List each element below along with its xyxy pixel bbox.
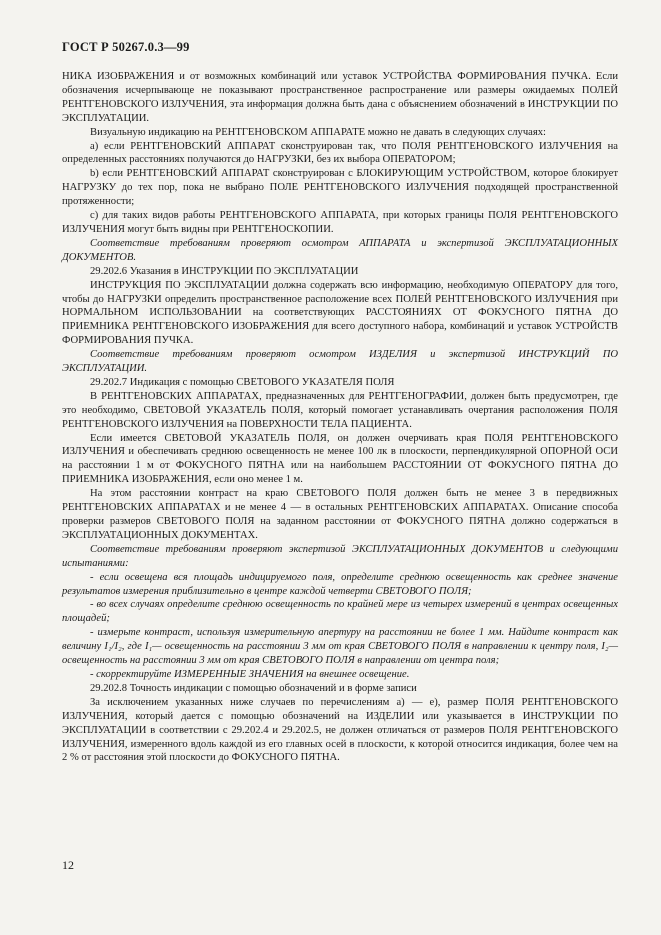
paragraph: За исключением указанных ниже случаев по перечислениям а) — е), размер ПОЛЯ РЕНТГЕНОВСКОГО ИЗЛУЧЕНИЯ, который дается с помощью обозначений на ИЗДЕЛИИ или указывается в ИНСТРУКЦИИ ПО ЭКСПЛУАТАЦИИ в соответствии с 29.202.4 и 29.202.5, не должен отличаться от размеров ПОЛЯ РЕНТГЕНОВСКОГО ИЗЛУЧЕНИЯ, измеренного вдоль каждой из его главных осей в плоскости, к которой относится индикация, более чем на 2 % от расстояния этой плоскости до ФОКУСНОГО ПЯТНА.: [62, 696, 618, 764]
section-heading: 29.202.6 Указания в ИНСТРУКЦИИ ПО ЭКСПЛУАТАЦИИ: [90, 265, 359, 277]
compliance-note: Соответствие требованиям проверяют экспертизой ЭКСПЛУАТАЦИОННЫХ ДОКУМЕНТОВ и следующими испытаниями:: [62, 543, 618, 569]
section-heading: 29.202.8 Точность индикации с помощью обозначений и в форме записи: [90, 682, 417, 694]
paragraph: На этом расстоянии контраст на краю СВЕТОВОГО ПОЛЯ должен быть не менее 3 в передвижных РЕНТГЕНОВСКИХ АППАРАТАХ и не менее 4 — в остальных РЕНТГЕНОВСКИХ АППАРАТАХ. Описание способа проверки размеров СВЕТОВОГО ПОЛЯ на заданном расстоянии от ФОКУСНОГО ПЯТНА должно содержаться в ЭКСПЛУАТАЦИОННЫХ ДОКУМЕНТАХ.: [62, 488, 618, 541]
paragraph: В РЕНТГЕНОВСКИХ АППАРАТАХ, предназначенных для РЕНТГЕНОГРАФИИ, должен быть предусмотрен, где это необходимо, СВЕТОВОЙ УКАЗАТЕЛЬ ПОЛЯ, который помогает устанавливать очертания расположения ПОЛЯ РЕНТГЕНОВСКОГО ИЗЛУЧЕНИЯ на ПОВЕРХНОСТИ ТЕЛА ПАЦИЕНТА.: [62, 390, 618, 430]
test-step: - измерьте контраст, используя измерительную апертуру на расстоянии не более 1 мм. Найдите контраст как величину I₁/I₂, где I₁— освещенность на расстоянии 3 мм от края СВЕТОВОГО ПОЛЯ в направлении к центру поля, I₂— освещенность на расстоянии 3 мм от края СВЕТОВОГО ПОЛЯ в направлении от центра поля;: [62, 627, 618, 667]
paragraph: НИКА ИЗОБРАЖЕНИЯ и от возможных комбинаций или уставок УСТРОЙСТВА ФОРМИРОВАНИЯ ПУЧКА. Если обозначения исчерпывающе не показывают пространственное распространение или размеры ожидаемых ПОЛЕЙ РЕНТГЕНОВСКОГО ИЗЛУЧЕНИЯ, эта информация должна быть дана с объяснением обозначений в ИНСТРУКЦИИ ПО ЭКСПЛУАТАЦИИ.: [62, 71, 618, 124]
paragraph: Визуальную индикацию на РЕНТГЕНОВСКОМ АППАРАТЕ можно не давать в следующих случаях:: [90, 126, 546, 138]
test-step: - во всех случаях определите среднюю освещенность по крайней мере из четырех измерений в центрах освещенных площадей;: [62, 599, 618, 625]
list-item: b) если РЕНТГЕНОВСКИЙ АППАРАТ сконструирован с БЛОКИРУЮЩИМ УСТРОЙСТВОМ, которое блокирует НАГРУЗКУ до тех пор, пока не выбрано ПОЛЕ РЕНТГЕНОВСКОГО ИЗЛУЧЕНИЯ подходящей пространственной протяженности;: [62, 168, 618, 208]
section-heading: 29.202.7 Индикация с помощью СВЕТОВОГО УКАЗАТЕЛЯ ПОЛЯ: [90, 376, 395, 388]
compliance-note: Соответствие требованиям проверяют осмотром ИЗДЕЛИЯ и экспертизой ИНСТРУКЦИЙ ПО ЭКСПЛУАТАЦИИ.: [62, 349, 618, 375]
page-number: 12: [62, 858, 74, 872]
page-header: ГОСТ Р 50267.0.3—99: [62, 40, 190, 54]
paragraph: Если имеется СВЕТОВОЙ УКАЗАТЕЛЬ ПОЛЯ, он должен очерчивать края ПОЛЯ РЕНТГЕНОВСКОГО ИЗЛУЧЕНИЯ и обеспечивать среднюю освещенность не менее 100 лк в плоскости, перпендикулярной ОПОРНОЙ ОСИ на расстоянии 1 м от ФОКУСНОГО ПЯТНА или на наибольшем РАССТОЯНИИ ОТ ФОКУСНОГО ПЯТНА ДО ПРИЕМНИКА ИЗОБРАЖЕНИЯ, если оно менее 1 м.: [62, 432, 618, 486]
test-step: - если освещена вся площадь индицируемого поля, определите среднюю освещенность как среднее значение результатов измерения приблизительно в центре каждой четверти СВЕТОВОГО ПОЛЯ;: [62, 571, 618, 597]
list-item: с) для таких видов работы РЕНТГЕНОВСКОГО АППАРАТА, при которых границы ПОЛЯ РЕНТГЕНОВСКОГО ИЗЛУЧЕНИЯ могут быть видны при РЕНТГЕНОСКОПИИ.: [62, 210, 618, 235]
test-step: - скорректируйте ИЗМЕРЕННЫЕ ЗНАЧЕНИЯ на внешнее освещение.: [90, 668, 410, 680]
document-body: [62, 70, 618, 765]
paragraph: ИНСТРУКЦИЯ ПО ЭКСПЛУАТАЦИИ должна содержать всю информацию, необходимую ОПЕРАТОРУ для того, чтобы до НАГРУЗКИ определить пространственное расположение всех ПОЛЕЙ РЕНТГЕНОВСКОГО ИЗЛУЧЕНИЯ при НОРМАЛЬНОМ ИСПОЛЬЗОВАНИИ на соответствующих РАССТОЯНИЯХ ОТ ФОКУСНОГО ПЯТНА ДО ПРИЕМНИКА РЕНТГЕНОВСКОГО ИЗОБРАЖЕНИЯ для всего доступного набора, комбинаций и уставок УСТРОЙСТВ ФОРМИРОВАНИЯ ПУЧКА.: [62, 279, 618, 347]
list-item: а) если РЕНТГЕНОВСКИЙ АППАРАТ сконструирован так, что ПОЛЯ РЕНТГЕНОВСКОГО ИЗЛУЧЕНИЯ на определенных расстояниях получаются до НАГРУЗКИ, без их выбора ОПЕРАТОРОМ;: [62, 140, 618, 166]
compliance-note: Соответствие требованиям проверяют осмотром АППАРАТА и экспертизой ЭКСПЛУАТАЦИОННЫХ ДОКУМЕНТОВ.: [62, 237, 618, 263]
